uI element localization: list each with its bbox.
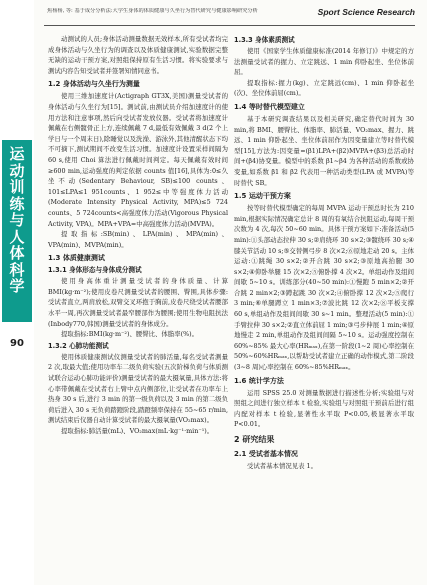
paragraph: 使用《国家学生体质健康标准(2014 年修订)》中规定的方法测量受试者的握力、立定跳远、1 min 仰卧起坐、坐位体前屈。 bbox=[234, 47, 414, 77]
page-number: 90 bbox=[10, 338, 24, 349]
paragraph: 受试者基本情况见表 1。 bbox=[247, 462, 318, 470]
paragraph: 提取指标:握力(kg)、立定跳远(cm)、1 min 仰卧起坐(次)、坐位体前屈(cm)。 bbox=[234, 78, 414, 98]
paragraph: 使用体质健康测试仪测量受试者的肺活量,每名受试者测量 2 次,取最大值;使用功率车二级负荷实验(五次阶梯负荷与体质测试联合运动心肺功能评价)测量受试者的最大摄氧量,具体方法:将心率带佩戴在受试者右上臂中点内侧部位,让受试者在功率车上热身 30 s 后,进行 3 min 的第一级负荷以及 3 min 的第二级负荷后进入 30 s 无负荷踏蹬阶段,踏蹬频率保持在 55~65 r/min,测试结束后仪器自动计算受试者的最大摄氧量(VO₂max)。 bbox=[48, 352, 228, 425]
subsection-heading: 1.2 身体活动与久坐行为测量 bbox=[48, 80, 140, 89]
article-citation: 焦杨杨, 等: 基于成分分析法:大学生身体的体质健康与久坐行为替代研究与健康影响研究分析 bbox=[47, 8, 258, 14]
subsubsection-heading: 1.3.1 身体形态与身体成分测试 bbox=[48, 266, 142, 275]
running-header bbox=[0, 0, 427, 28]
right-column bbox=[234, 34, 414, 472]
paragraph: 按等时替代模型确定的每周 MVPA 运动干预总时长为 210 min,根据实际情况确定总计 8 周的有氧结合抗阻运动,每周干预次数为 4 次,每次 50~60 min。具体干预方案如下:准备活动(5 min):①头部动态拉伸 30 s;②肩绕环 30 s×2;③髋绕环 30 s;④膝关节活动 10 s;⑤交替侧弓步 8 次×2;⑥原地走动 20 s。主体运动:①跳绳 30 s×2;②开合跳 30 s×2;③原地高抬腿 30 s×2;④仰卧举腿 15 次×2;⑤俯卧撑 4 次×2。单组动作及组间间歇 5~10 s。训练部分(40~50 min):①慢跑 5 min×2;②开合跳 2 min×2;③蹲起跳 30 次×2;④俯卧撑 12 次×2;⑤爬行 3 min;⑥单腿蹲立 1 min×3;⑦波比跳 12 次×2;⑧平板支撑 60 s,单组动作及组间间歇 30 s~1 min。整理活动(5 min):①手臂拉伸 30 s×2;②直立体前屈 1 min;③弓步伸展 1 min;④原地慢走 2 min,单组动作及组间间隔 5~10 s。运动强度控制在 60%~85% 最大心率(HRₘₐₓ),在第一阶段(1~2 周)心率控制在 50%~60%HRₘₐₓ,以帮助受试者建立正确的动作模式,第二阶段(3~8 周)心率控制在 60%~85%HRₘₐₓ。 bbox=[234, 204, 414, 372]
subsection-heading: 1.5 运动干预方案 bbox=[234, 192, 291, 201]
paragraph: 提取指标:BMI(kg·m⁻²)、腰臀比、体脂率(%)。 bbox=[61, 330, 199, 339]
journal-name: Sport Science Research bbox=[317, 7, 415, 17]
subsubsection-heading: 1.3.2 心肺功能测试 bbox=[48, 341, 109, 350]
header-rule bbox=[44, 25, 415, 26]
subsubsection-heading: 1.3.3 身体素质测试 bbox=[234, 36, 295, 44]
paragraph: 运用 SPSS 25.0 对测量数据进行描述性分析;实验组与对照组之间进行独立样本 t 检验,实验组与对照组干预前后进行组内配对样本 t 检验,显著性水平取 P<0.05,极显著水平取 P<0.01。 bbox=[234, 388, 414, 429]
paragraph: 提取指标:肺活量(mL)、VO₂max(mL·kg⁻¹·min⁻¹)。 bbox=[61, 427, 214, 435]
subsection-heading: 1.4 等时替代模型建立 bbox=[234, 102, 305, 111]
side-tab bbox=[0, 0, 34, 585]
subsection-heading: 1.3 体质健康测试 bbox=[48, 254, 105, 263]
paragraph: 提取指标:SB(min)、LPA(min)、MPA(min)、VPA(min)、MVPA(min)。 bbox=[48, 230, 228, 249]
paragraph: 动测试的人员;身体活动测量数据无效样本,所有受试者均完成身体活动与久坐行为的调查以及体质健康测试,实验数据完整无缺的运动干预方案,对照组保持原有生活习惯。将实验要求与测试内容告知受试者并签署知情同意书。 bbox=[48, 35, 228, 75]
subsection-heading: 2.1 受试者基本情况 bbox=[234, 450, 298, 458]
subsection-heading: 1.6 统计学方法 bbox=[234, 376, 284, 385]
paragraph: 使用三维加速度计(Actigraph GT3X,美国)测量受试者的身体活动与久坐行为[15]。测试前,由测试员介绍加速度计的使用方法和注意事项,然后向受试者发放仪器。受试者将加速度计佩戴在右侧髋骨正上方,连续佩戴 7 d,最低有效佩戴 3 d(2 个上学日与一个周末日),除睡觉以及洗澡、游泳外,其他清醒状态下均不可摘下,测试期间不改变生活习惯。加速度计设置采样间隔为 60 s,使用 Choi 算法进行佩戴时间判定。每天佩戴有效时间≥600 min,运动强度的判定依据 counts 值[16],具体为:0≤久坐不动(Sedentary Behaviour, SB)≤100 counts、101≤LPA≤1 951counts、1 952≤中等强度体力活动(Moderate Intensity Physical Activity, MPA)≤5 724 counts、5 724counts<高强度体力活动(Vigorous Physical Activity, VPA)。MPA+VPA=中高强度体力活动(MVPA)。 bbox=[48, 92, 228, 228]
paragraph: 基于本研究调查结果以及相关研究,确定替代时间为 30 min,将 BMI、腰臀比、体脂率、肺活量、VO₂max、握力、跳远、1 min 仰卧起坐、坐位体前屈作为因变量建立等时替代模型[15],方法为:因变量=(β1)LPA+(β2)MVPA+(β3)总活动时间+(β4)协变量。模型中的系数 β1~β4 为各种活动的系数或协变量,如系数 β1 和 β2 代表用一种活动类型(LPA 或 MVPA)等时替代 SB。 bbox=[234, 114, 414, 187]
section-title: 运动训练与人体科学 bbox=[9, 145, 25, 295]
section-heading: 2 研究结果 bbox=[234, 435, 275, 444]
paragraph: 使用身高体重计测量受试者的身体质量、计算 BMI(kg·m⁻²);使用皮卷尺测量受试者的腰围、臀围,具体步骤:受试者直立,两肩放松,双臂交叉环抱于胸前,皮卷尺绕受试者腰部水平一周,再次测量受试者最窄腰部作为腰围;使用生物电阻抗法(Inbody770,韩国)测量受试者的身体成分。 bbox=[48, 277, 228, 328]
left-column bbox=[48, 34, 228, 437]
